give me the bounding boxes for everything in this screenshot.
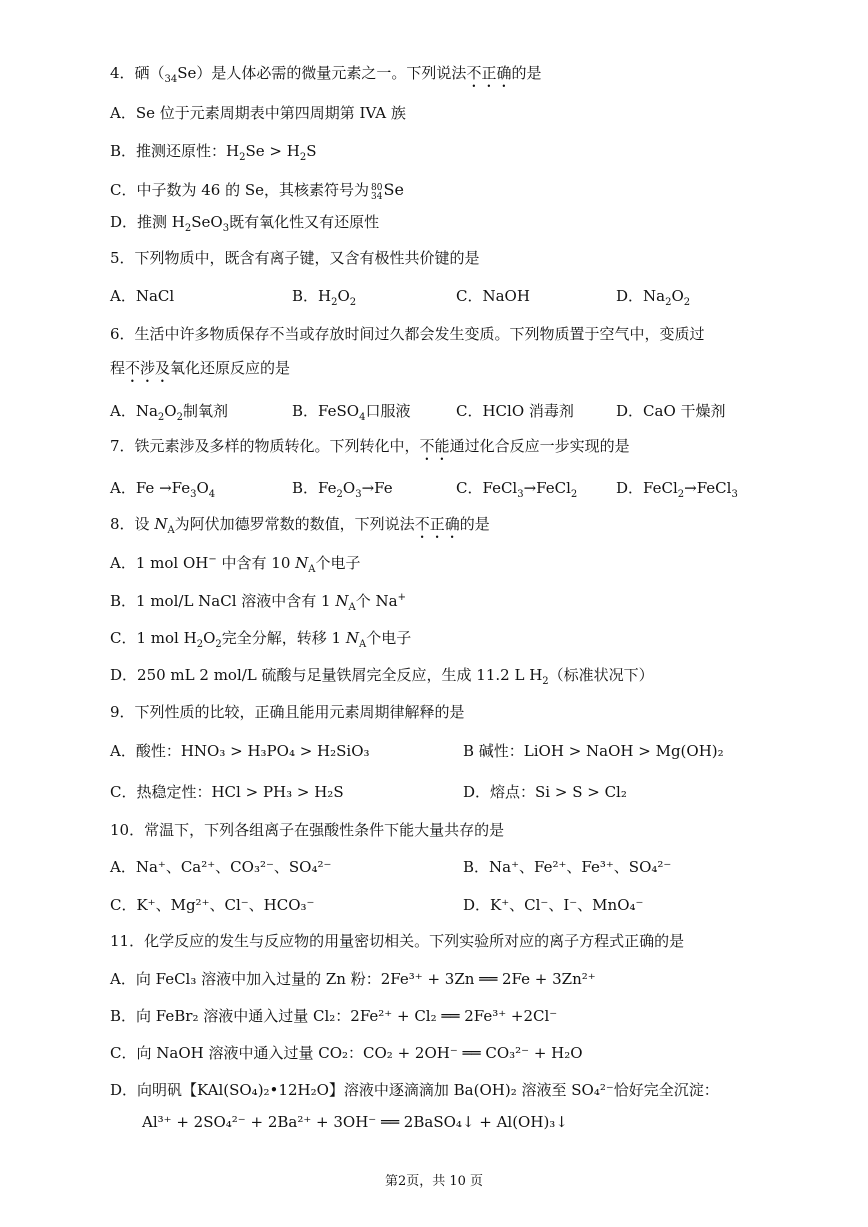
- q4-option-a: A．Se 位于元素周期表中第四周期第 IVA 族: [110, 104, 406, 122]
- q11-option-a: A．向 FeCl₃ 溶液中加入过量的 Zn 粉：2Fe³⁺ + 3Zn ══ 2Fe + 3Zn²⁺: [110, 970, 596, 988]
- q5-option-b: B．$H_2O_2$: [292, 287, 357, 308]
- question-8-stem: 8．设 $N_A$为阿伏加德罗常数的数值，下列说法不正确的是: [110, 515, 490, 536]
- q9-option-c: C．热稳定性：HCl > PH₃ > H₂S: [110, 783, 344, 801]
- q9-option-a: A．酸性：HNO₃ > H₃PO₄ > H₂SiO₃: [110, 742, 370, 760]
- q9-option-d: D．熔点：Si > S > Cl₂: [463, 783, 627, 801]
- q7-option-d: D．FeCl$_2$→FeCl$_3$: [616, 479, 738, 500]
- q8-option-a: A．1 mol OH− 中含有 10 $N_A$个电子: [110, 554, 361, 575]
- q5-options: [0, 285, 868, 308]
- q5-option-a: A．NaCl: [110, 287, 175, 305]
- q4-option-c: C．中子数为 46 的 Se，其核素符号为 80 34Se: [110, 180, 404, 202]
- q6-option-b: B．FeSO$_4$口服液: [292, 402, 411, 423]
- question-10-stem: 10．常温下，下列各组离子在强酸性条件下能大量共存的是: [110, 821, 505, 839]
- q6-options: [0, 400, 868, 423]
- question-4-stem: 4．硒$(_{34}Se)$是人体必需的微量元素之一。下列说法不正确的是: [110, 64, 542, 85]
- question-6-stem-line1: 6．生活中许多物质保存不当或存放时间过久都会发生变质。下列物质置于空气中，变质过: [110, 325, 705, 343]
- q7-option-b: B．$Fe_2O_3\to Fe$: [292, 479, 393, 500]
- q5-option-d: D．$Na_2O_2$: [616, 287, 691, 308]
- question-11-stem: 11．化学反应的发生与反应物的用量密切相关。下列实验所对应的离子方程式正确的是: [110, 932, 685, 950]
- q10-option-a: A．Na⁺、Ca²⁺、CO₃²⁻、SO₄²⁻: [110, 858, 332, 876]
- q8-option-b: B．1 mol/L NaCl 溶液中含有 1 $N_A$个 Na+: [110, 592, 406, 613]
- q8-option-d: D．250 mL 2 mol/L 硫酸与足量铁屑完全反应，生成 11.2 L $H_2$（标准状况下）: [110, 666, 654, 687]
- q4-option-b: B．推测还原性：$H_2Se > H_2S$: [110, 142, 317, 163]
- question-6-stem-line2: 程不涉及氧化还原反应的是: [110, 359, 291, 377]
- q10-option-c: C．K⁺、Mg²⁺、Cl⁻、HCO₃⁻: [110, 896, 315, 914]
- q9-option-b: B 碱性：LiOH > NaOH > Mg(OH)₂: [463, 742, 724, 760]
- q6-option-d: D．CaO 干燥剂: [616, 402, 726, 420]
- q7-options: [0, 477, 868, 500]
- q7-option-a: A．$Fe \to Fe_3O_4$: [110, 479, 216, 500]
- q6-option-a: A．$Na_2O_2$制氧剂: [110, 402, 228, 423]
- q5-option-c: C．NaOH: [456, 287, 530, 305]
- question-7-stem: 7．铁元素涉及多样的物质转化。下列转化中，不能通过化合反应一步实现的是: [110, 437, 630, 455]
- q11-option-b: B．向 FeBr₂ 溶液中通入过量 Cl₂：2Fe²⁺ + Cl₂ ══ 2Fe³⁺ +2Cl⁻: [110, 1007, 558, 1025]
- page-number: 第2页，共 10 页: [384, 1174, 484, 1189]
- question-5-stem: 5．下列物质中，既含有离子键，又含有极性共价键的是: [110, 249, 480, 267]
- q8-option-c: C．1 mol $H_2O_2$完全分解，转移 1 $N_A$个电子: [110, 629, 412, 650]
- q7-option-c: C．FeCl$_3$→FeCl$_2$: [456, 479, 578, 500]
- q10-option-d: D．K⁺、Cl⁻、I⁻、MnO₄⁻: [463, 896, 644, 914]
- q4-option-d: D．推测 $H_2SeO_3$既有氧化性又有还原性: [110, 213, 380, 234]
- nuclide-symbol: 80 34Se: [371, 180, 404, 202]
- q11-option-d-line1: D．向明矾【KAl(SO₄)₂•12H₂O】溶液中逐滴滴加 Ba(OH)₂ 溶液至 SO₄²⁻恰好完全沉淀：: [110, 1081, 719, 1099]
- q11-option-d-line2: Al³⁺ + 2SO₄²⁻ + 2Ba²⁺ + 3OH⁻ ══ 2BaSO₄↓ + Al(OH)₃↓: [142, 1113, 568, 1131]
- question-9-stem: 9．下列性质的比较，正确且能用元素周期律解释的是: [110, 703, 465, 721]
- q6-option-c: C．HClO 消毒剂: [456, 402, 574, 420]
- q11-option-c: C．向 NaOH 溶液中通入过量 CO₂：CO₂ + 2OH⁻ ══ CO₃²⁻ + H₂O: [110, 1044, 583, 1062]
- q10-option-b: B．Na⁺、Fe²⁺、Fe³⁺、SO₄²⁻: [463, 858, 672, 876]
